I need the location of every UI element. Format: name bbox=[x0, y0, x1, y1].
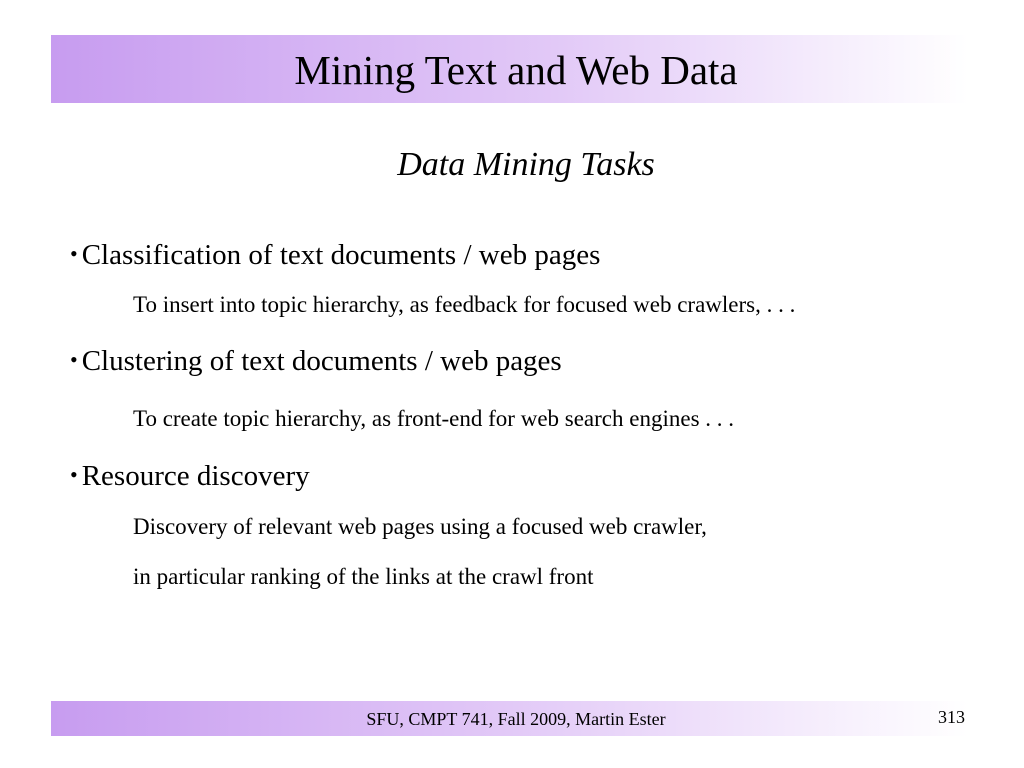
bullet-item bbox=[70, 457, 310, 494]
bullet-icon: • bbox=[70, 241, 78, 266]
bullet-detail: in particular ranking of the links at the crawl front bbox=[133, 564, 594, 589]
bullet-text: Classification of text documents / web pages bbox=[81, 239, 601, 271]
slide-subtitle: Data Mining Tasks bbox=[397, 146, 655, 183]
footer-text: SFU, CMPT 741, Fall 2009, Martin Ester bbox=[366, 709, 666, 729]
bullet-item bbox=[70, 236, 600, 273]
bullet-text: Resource discovery bbox=[81, 460, 310, 492]
bullet-detail: To create topic hierarchy, as front-end for web search engines . . . bbox=[133, 406, 735, 431]
bullet-text: Clustering of text documents / web pages bbox=[81, 345, 562, 377]
bullet-item bbox=[70, 342, 562, 379]
bullet-icon: • bbox=[70, 462, 78, 487]
page-number: 313 bbox=[938, 707, 965, 727]
slide-title: Mining Text and Web Data bbox=[294, 47, 738, 93]
bullet-detail: To insert into topic hierarchy, as feedback for focused web crawlers, . . . bbox=[133, 292, 796, 317]
bullet-detail: Discovery of relevant web pages using a focused web crawler, bbox=[133, 514, 707, 539]
bullet-icon: • bbox=[70, 347, 78, 372]
